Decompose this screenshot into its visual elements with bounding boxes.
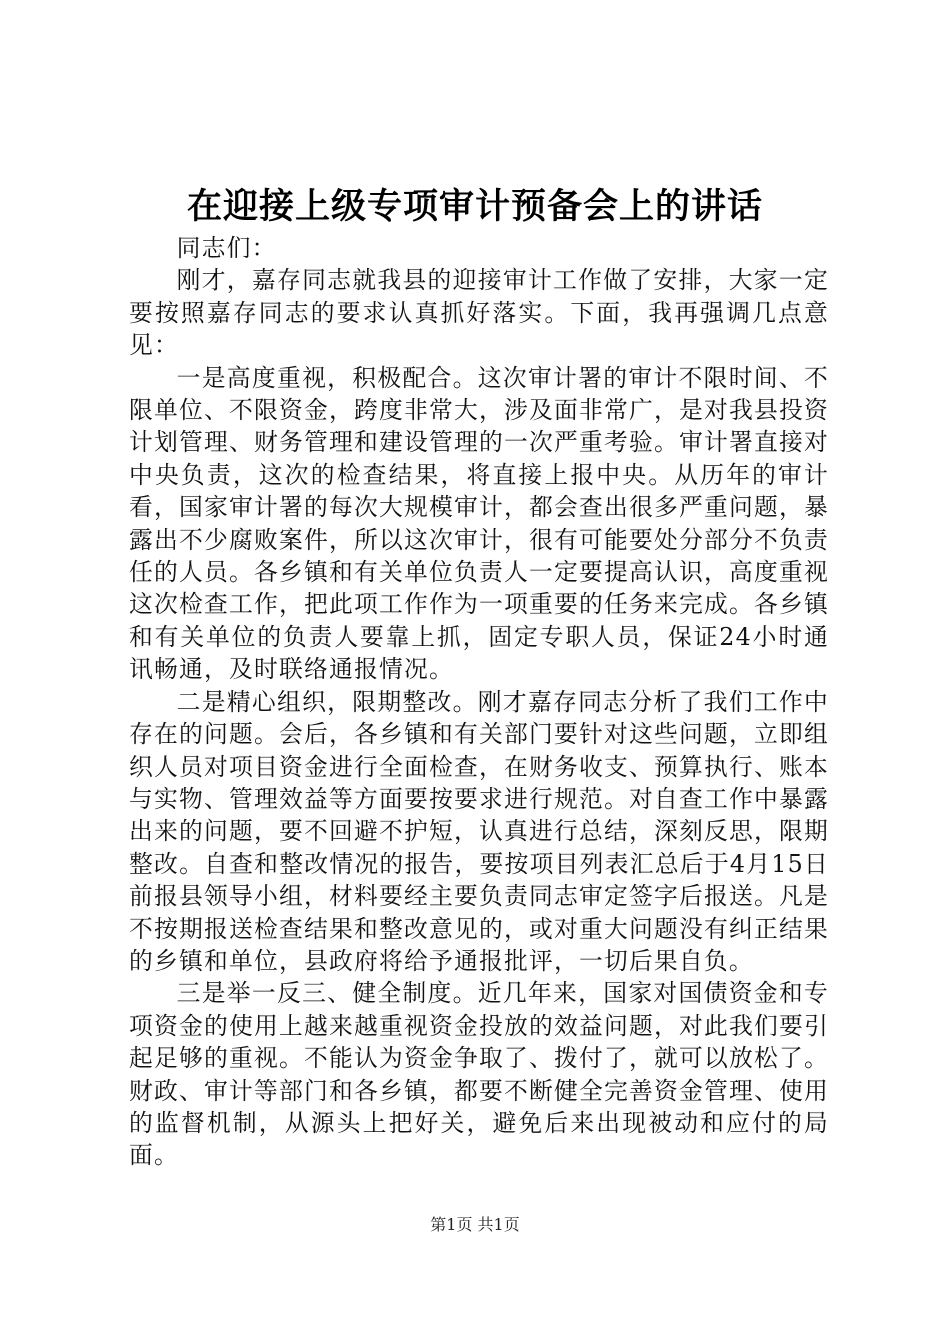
paragraph-intro: 刚才，嘉存同志就我县的迎接审计工作做了安排，大家一定要按照嘉存同志的要求认真抓好落实。下面，我再强调几点意见：: [129, 266, 829, 360]
document-title: 在迎接上级专项审计预备会上的讲话: [186, 186, 763, 227]
paragraph-point-1: 一是高度重视，积极配合。这次审计署的审计不限时间、不限单位、不限资金，跨度非常大，涉及面非常广，是对我县投资计划管理、财务管理和建设管理的一次严重考验。审计署直接对中央负责，这次的检查结果，将直接上报中央。从历年的审计看，国家审计署的每次大规模审计，都会查出很多严重问题，暴露出不少腐败案件，所以这次审计，很有可能要处分部分不负责任的人员。各乡镇和有关单位负责人一定要提高认识，高度重视这次检查工作，把此项工作作为一项重要的任务来完成。各乡镇和有关单位的负责人要靠上抓，固定专职人员，保证24小时通讯畅通，及时联络通报情况。: [129, 363, 829, 684]
salutation: 同志们：: [176, 234, 277, 262]
paragraph-point-2: 二是精心组织，限期整改。刚才嘉存同志分析了我们工作中存在的问题。会后，各乡镇和有关部门要针对这些问题，立即组织人员对项目资金进行全面检查，在财务收支、预算执行、账本与实物、管理效益等方面要按要求进行规范。对自查工作中暴露出来的问题，要不回避不护短，认真进行总结，深刻反思，限期整改。自查和整改情况的报告，要按项目列表汇总后于4月15日前报县领导小组，材料要经主要负责同志审定签字后报送。凡是不按期报送检查结果和整改意见的，或对重大问题没有纠正结果的乡镇和单位，县政府将给予通报批评，一切后果自负。: [129, 687, 829, 975]
paragraph-point-3: 三是举一反三、健全制度。近几年来，国家对国债资金和专项资金的使用上越来越重视资金投放的效益问题，对此我们要引起足够的重视。不能认为资金争取了、拨付了，就可以放松了。财政、审计等部门和各乡镇，都要不断健全完善资金管理、使用的监督机制，从源头上把好关，避免后来出现被动和应付的局面。: [129, 979, 829, 1170]
page-number-footer: 第1页 共1页: [430, 1215, 520, 1234]
document-body: [129, 232, 829, 1172]
